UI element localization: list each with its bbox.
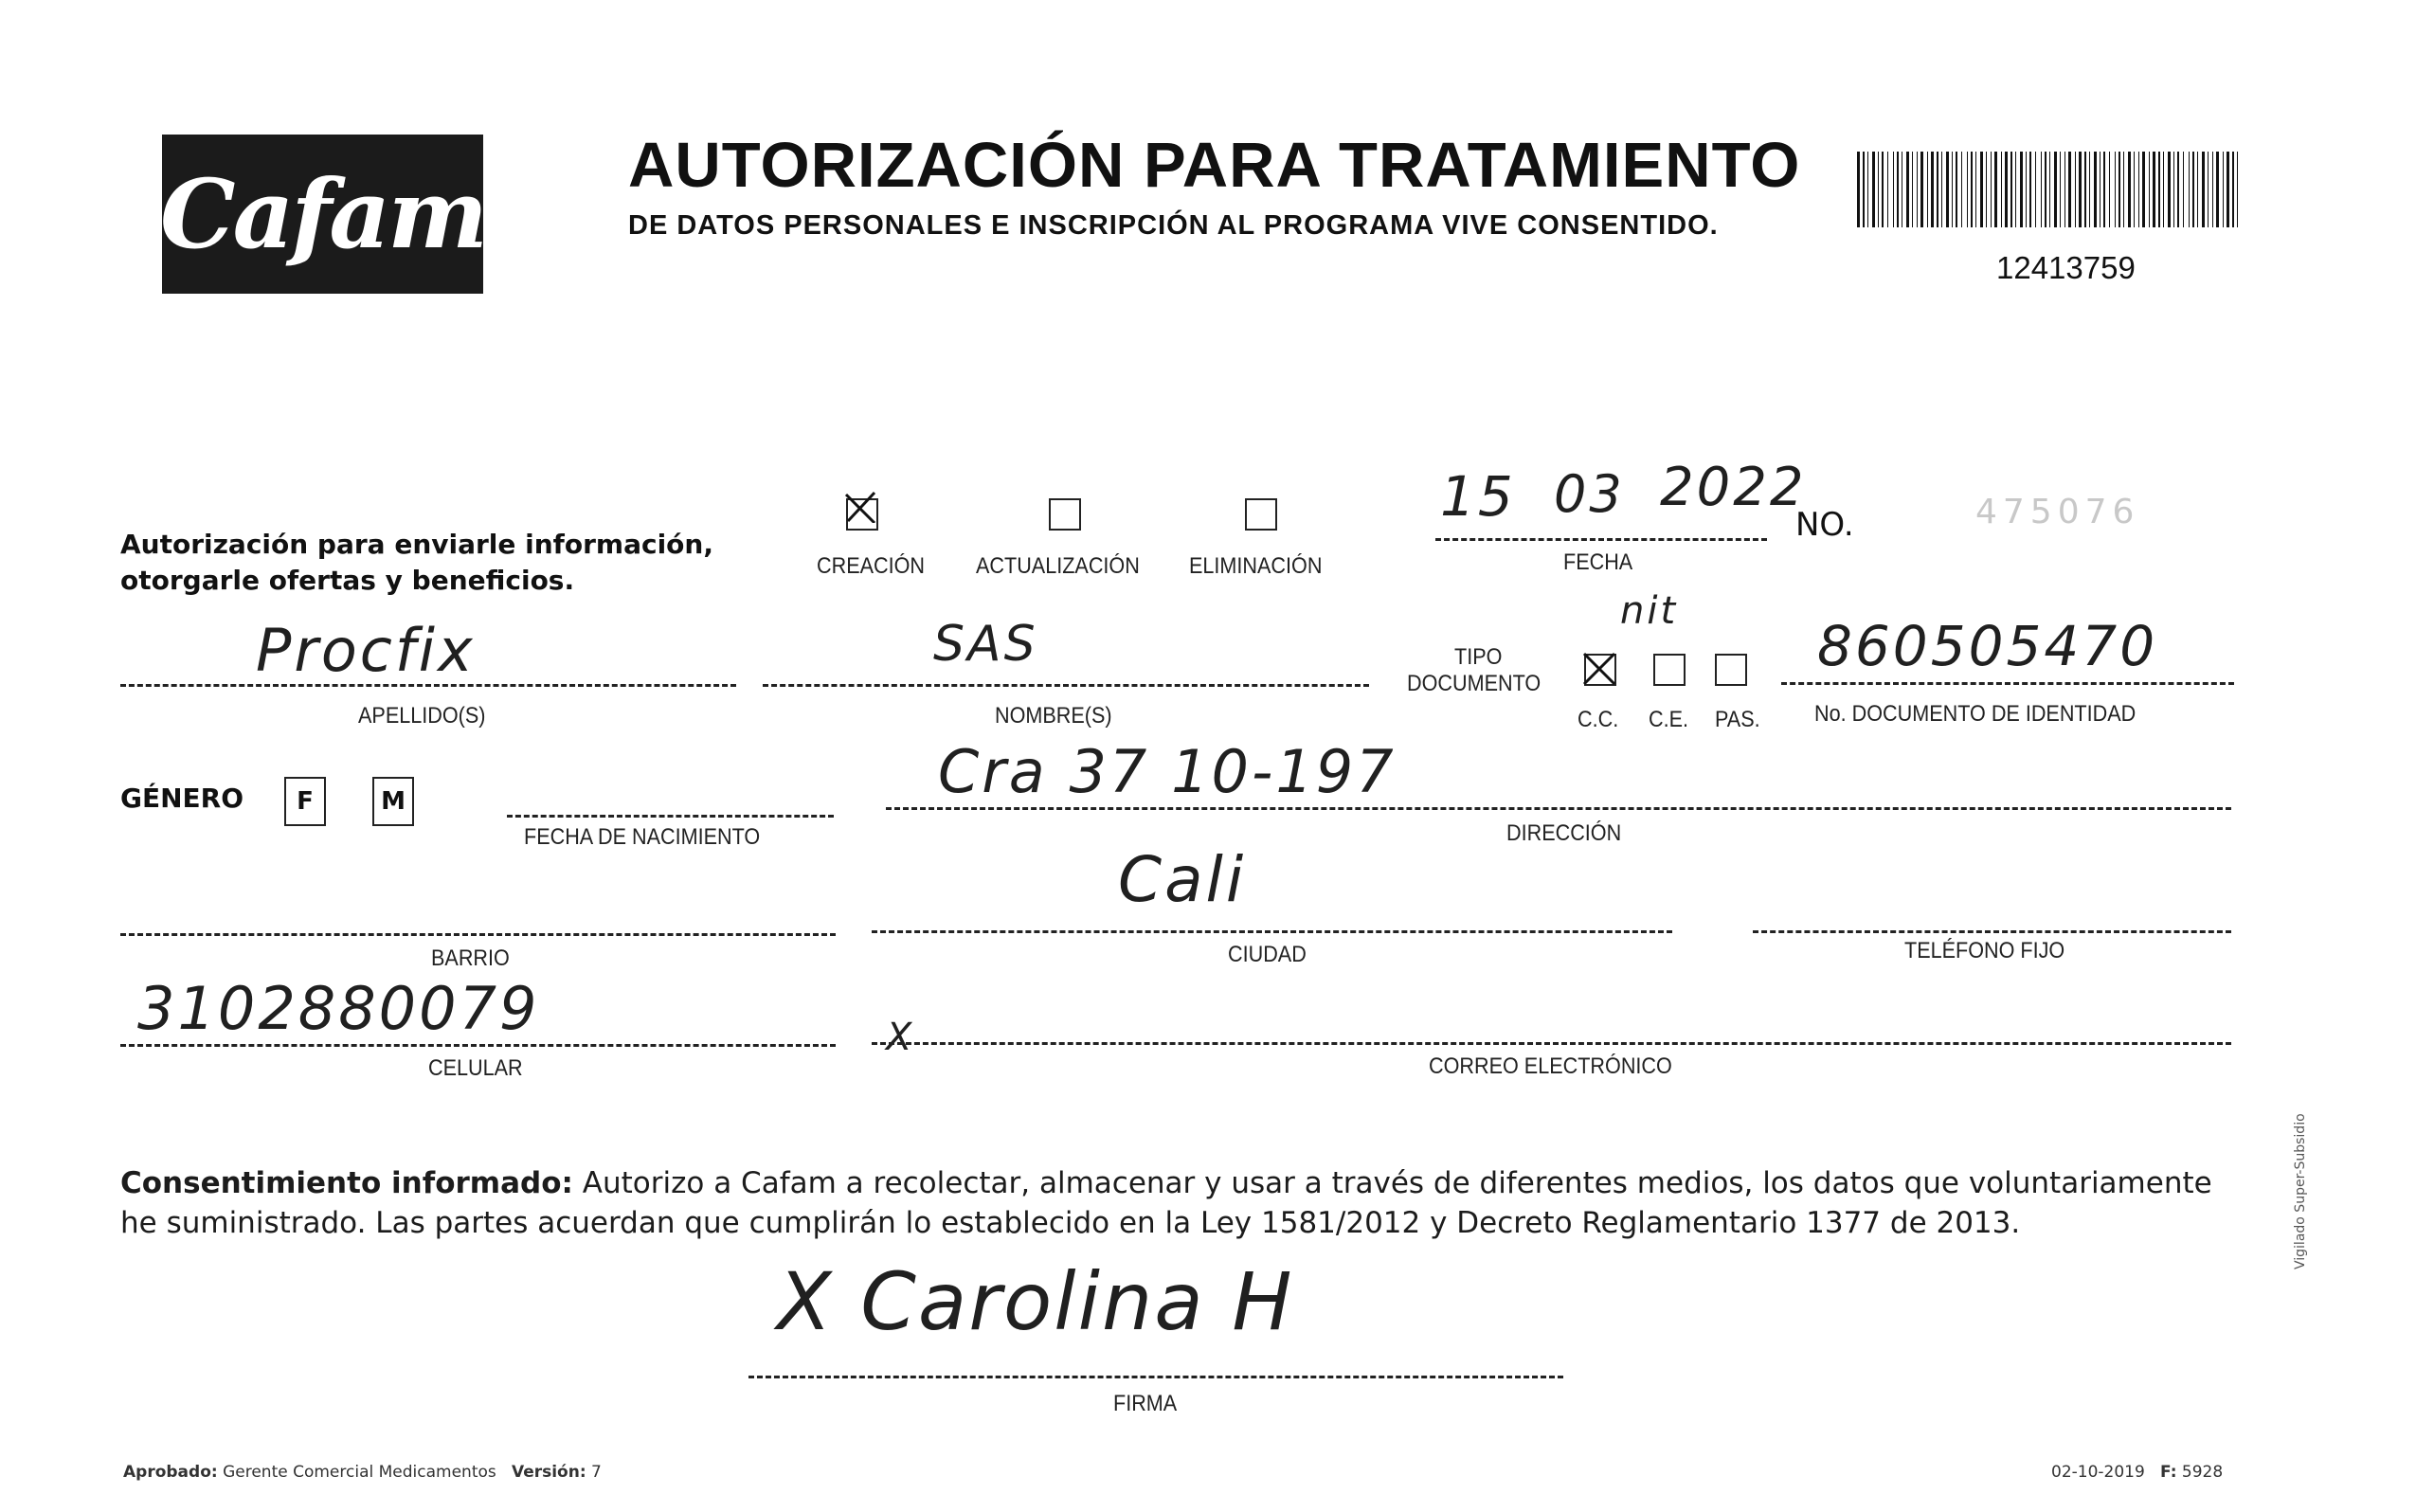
barcode-bar: [2192, 152, 2194, 227]
date-month: 03: [1554, 464, 1625, 524]
neighborhood-line: [120, 933, 836, 936]
barcode: [1857, 152, 2245, 227]
cafam-logo: [160, 135, 486, 294]
barcode-bar: [1887, 152, 1888, 227]
update-checkbox[interactable]: [1049, 498, 1081, 531]
barcode-bar: [2189, 152, 2190, 227]
barcode-bar: [1967, 152, 1968, 227]
barcode-bar: [2026, 152, 2027, 227]
barcode-bar: [2020, 152, 2023, 227]
intro-heading: Autorización para enviarle información, otorgarle ofertas y beneficios.: [120, 529, 713, 596]
barcode-bar: [2049, 152, 2050, 227]
form-value: 5928: [2181, 1463, 2224, 1482]
approved-value: Gerente Comercial Medicamentos: [223, 1463, 496, 1482]
barcode-bar: [2029, 152, 2031, 227]
name-label: NOMBRE(S): [995, 703, 1112, 729]
barcode-bar: [2035, 152, 2036, 227]
address-line: [886, 807, 2231, 810]
doc-type-label-2: DOCUMENTO: [1407, 671, 1542, 696]
birthdate-line: [507, 815, 834, 818]
serial-number: 475076: [1975, 493, 2140, 531]
consent-text: Autorizo a Cafam a recolectar, almacenar y usar a través de diferentes medios, los datos que voluntariamente he suministrado. Las partes acuerdan que cumplirán lo establecido en la Ley 1581/2012 y Decreto Reglamentario 1377 de 2013.: [120, 1166, 2212, 1240]
barcode-bar: [1882, 152, 1884, 227]
footer-date: 02-10-2019: [2051, 1463, 2145, 1482]
ce-checkbox[interactable]: [1653, 654, 1686, 686]
gender-m-label: M: [381, 787, 406, 816]
date-line: [1435, 538, 1767, 541]
delete-checkbox[interactable]: [1245, 498, 1277, 531]
birthdate-label: FECHA DE NACIMIENTO: [524, 824, 761, 850]
date-label: FECHA: [1563, 549, 1633, 575]
barcode-bar: [1961, 152, 1962, 227]
barcode-bar: [1937, 152, 1938, 227]
barcode-bar: [1906, 152, 1909, 227]
barcode-bar: [2094, 152, 2097, 227]
barcode-bar: [2079, 152, 2082, 227]
surname-value: Procfix: [256, 616, 476, 685]
city-value: Cali: [1118, 843, 1247, 916]
barcode-bar: [2142, 152, 2145, 227]
email-value: X: [886, 1016, 915, 1059]
barcode-bar: [2138, 152, 2139, 227]
version-value: 7: [591, 1463, 602, 1482]
footer-approval: [123, 1463, 602, 1482]
barcode-bar: [2227, 152, 2229, 227]
email-line: [872, 1042, 2231, 1045]
barcode-bar: [1980, 152, 1983, 227]
barcode-bar: [2134, 152, 2135, 227]
gender-f-box[interactable]: [284, 777, 326, 826]
city-line: [872, 930, 1672, 933]
form-label: F:: [2160, 1463, 2177, 1482]
barcode-bar: [2232, 152, 2234, 227]
barcode-bar: [1878, 152, 1879, 227]
phone-label: TELÉFONO FIJO: [1904, 938, 2065, 963]
barcode-bar: [1952, 152, 1953, 227]
surname-label: APELLIDO(S): [358, 703, 486, 729]
barcode-bar: [2041, 152, 2042, 227]
barcode-bar: [1872, 152, 1875, 227]
barcode-bar: [1857, 152, 1860, 227]
barcode-bar: [2060, 152, 2061, 227]
consent-heading: Consentimiento informado:: [120, 1166, 573, 1200]
signature-label: FIRMA: [1113, 1391, 1178, 1416]
barcode-bar: [2015, 152, 2016, 227]
document-title: AUTORIZACIÓN PARA TRATAMIENTO: [628, 130, 1801, 201]
barcode-bar: [2183, 152, 2184, 227]
date-year: 2022: [1660, 457, 1807, 518]
date-day: 15: [1440, 464, 1516, 529]
barcode-bar: [2153, 152, 2155, 227]
barcode-bar: [2005, 152, 2008, 227]
barcode-bar: [2216, 152, 2219, 227]
barcode-bar: [2128, 152, 2131, 227]
barcode-bar: [1927, 152, 1928, 227]
side-legal-text: Vigilado Super-Subsidio: [2293, 1113, 2308, 1269]
barcode-bar: [2202, 152, 2205, 227]
signature-line: [748, 1376, 1563, 1378]
barcode-bar: [2223, 152, 2224, 227]
barcode-bar: [2212, 152, 2213, 227]
consent-paragraph: [120, 1163, 2224, 1243]
barcode-bar: [2075, 152, 2076, 227]
barcode-bar: [1863, 152, 1865, 227]
document-subtitle: DE DATOS PERSONALES E INSCRIPCIÓN AL PROGRAMA VIVE CONSENTIDO.: [628, 210, 1719, 241]
doc-type-ce: C.E.: [1649, 707, 1689, 732]
barcode-bar: [1971, 152, 1973, 227]
barcode-bar: [2163, 152, 2164, 227]
barcode-bar: [2068, 152, 2071, 227]
logo-text: Cafam: [160, 158, 486, 270]
barcode-bar: [2109, 152, 2110, 227]
signature-value: X Carolina H: [777, 1255, 1294, 1348]
barcode-bar: [2115, 152, 2116, 227]
barcode-bar: [2208, 152, 2209, 227]
barcode-bar: [1941, 152, 1942, 227]
barcode-bar: [1867, 152, 1868, 227]
name-line: [763, 684, 1369, 687]
mobile-label: CELULAR: [428, 1055, 523, 1081]
version-label: Versión:: [511, 1463, 586, 1482]
barcode-bar: [1893, 152, 1894, 227]
gender-f-label: F: [297, 787, 314, 816]
pas-checkbox[interactable]: [1715, 654, 1747, 686]
creation-checkbox[interactable]: [846, 498, 878, 531]
doc-type-annotation: nit: [1620, 589, 1679, 633]
gender-m-box[interactable]: [372, 777, 414, 826]
barcode-bar: [1986, 152, 1987, 227]
barcode-number: 12413759: [1996, 250, 2136, 285]
barcode-bar: [1975, 152, 1976, 227]
barcode-bar: [2149, 152, 2150, 227]
barcode-bar: [1920, 152, 1923, 227]
barcode-bar: [1931, 152, 1934, 227]
doc-type-pas: PAS.: [1715, 707, 1760, 732]
barcode-bar: [1994, 152, 1997, 227]
barcode-bar: [2010, 152, 2012, 227]
barcode-bar: [1991, 152, 1992, 227]
barcode-bar: [2045, 152, 2046, 227]
doc-number-value: 860505470: [1817, 614, 2158, 678]
doc-number-line: [1781, 682, 2234, 685]
address-value: Cra 37 10-197: [938, 737, 1397, 806]
barcode-bar: [1917, 152, 1918, 227]
barcode-bar: [2064, 152, 2065, 227]
approved-label: Aprobado:: [123, 1463, 218, 1482]
barcode-bar: [2084, 152, 2086, 227]
address-label: DIRECCIÓN: [1506, 820, 1622, 846]
update-label: ACTUALIZACIÓN: [976, 553, 1140, 579]
barcode-bar: [2158, 152, 2160, 227]
barcode-bar: [1956, 152, 1957, 227]
barcode-bar: [2103, 152, 2105, 227]
barcode-bar: [2177, 152, 2179, 227]
mobile-line: [120, 1044, 836, 1047]
barcode-bar: [1946, 152, 1949, 227]
footer-form-info: [2051, 1463, 2223, 1482]
gender-label: GÉNERO: [120, 783, 244, 814]
city-label: CIUDAD: [1228, 942, 1307, 967]
barcode-bar: [2237, 152, 2238, 227]
barcode-bar: [2089, 152, 2090, 227]
creation-label: CREACIÓN: [817, 553, 926, 579]
phone-line: [1753, 930, 2231, 933]
doc-type-cc: C.C.: [1578, 707, 1619, 732]
check-x-mark: [1582, 652, 1616, 686]
neighborhood-label: BARRIO: [431, 945, 510, 971]
barcode-bar: [1897, 152, 1899, 227]
name-value: SAS: [933, 616, 1038, 673]
surname-line: [120, 684, 736, 687]
barcode-bar: [2123, 152, 2124, 227]
check-x-mark: [844, 491, 876, 523]
no-label: NO.: [1795, 506, 1854, 544]
barcode-bar: [1912, 152, 1913, 227]
barcode-bar: [2197, 152, 2198, 227]
barcode-bar: [2168, 152, 2171, 227]
mobile-value: 3102880079: [137, 974, 540, 1043]
barcode-bar: [2054, 152, 2057, 227]
cc-checkbox[interactable]: [1584, 654, 1616, 686]
email-label: CORREO ELECTRÓNICO: [1429, 1053, 1672, 1079]
doc-type-label-1: TIPO: [1454, 644, 1503, 670]
doc-number-label: No. DOCUMENTO DE IDENTIDAD: [1814, 701, 2137, 727]
barcode-bar: [2173, 152, 2174, 227]
barcode-bar: [2119, 152, 2120, 227]
delete-label: ELIMINACIÓN: [1189, 553, 1323, 579]
barcode-bar: [2001, 152, 2002, 227]
